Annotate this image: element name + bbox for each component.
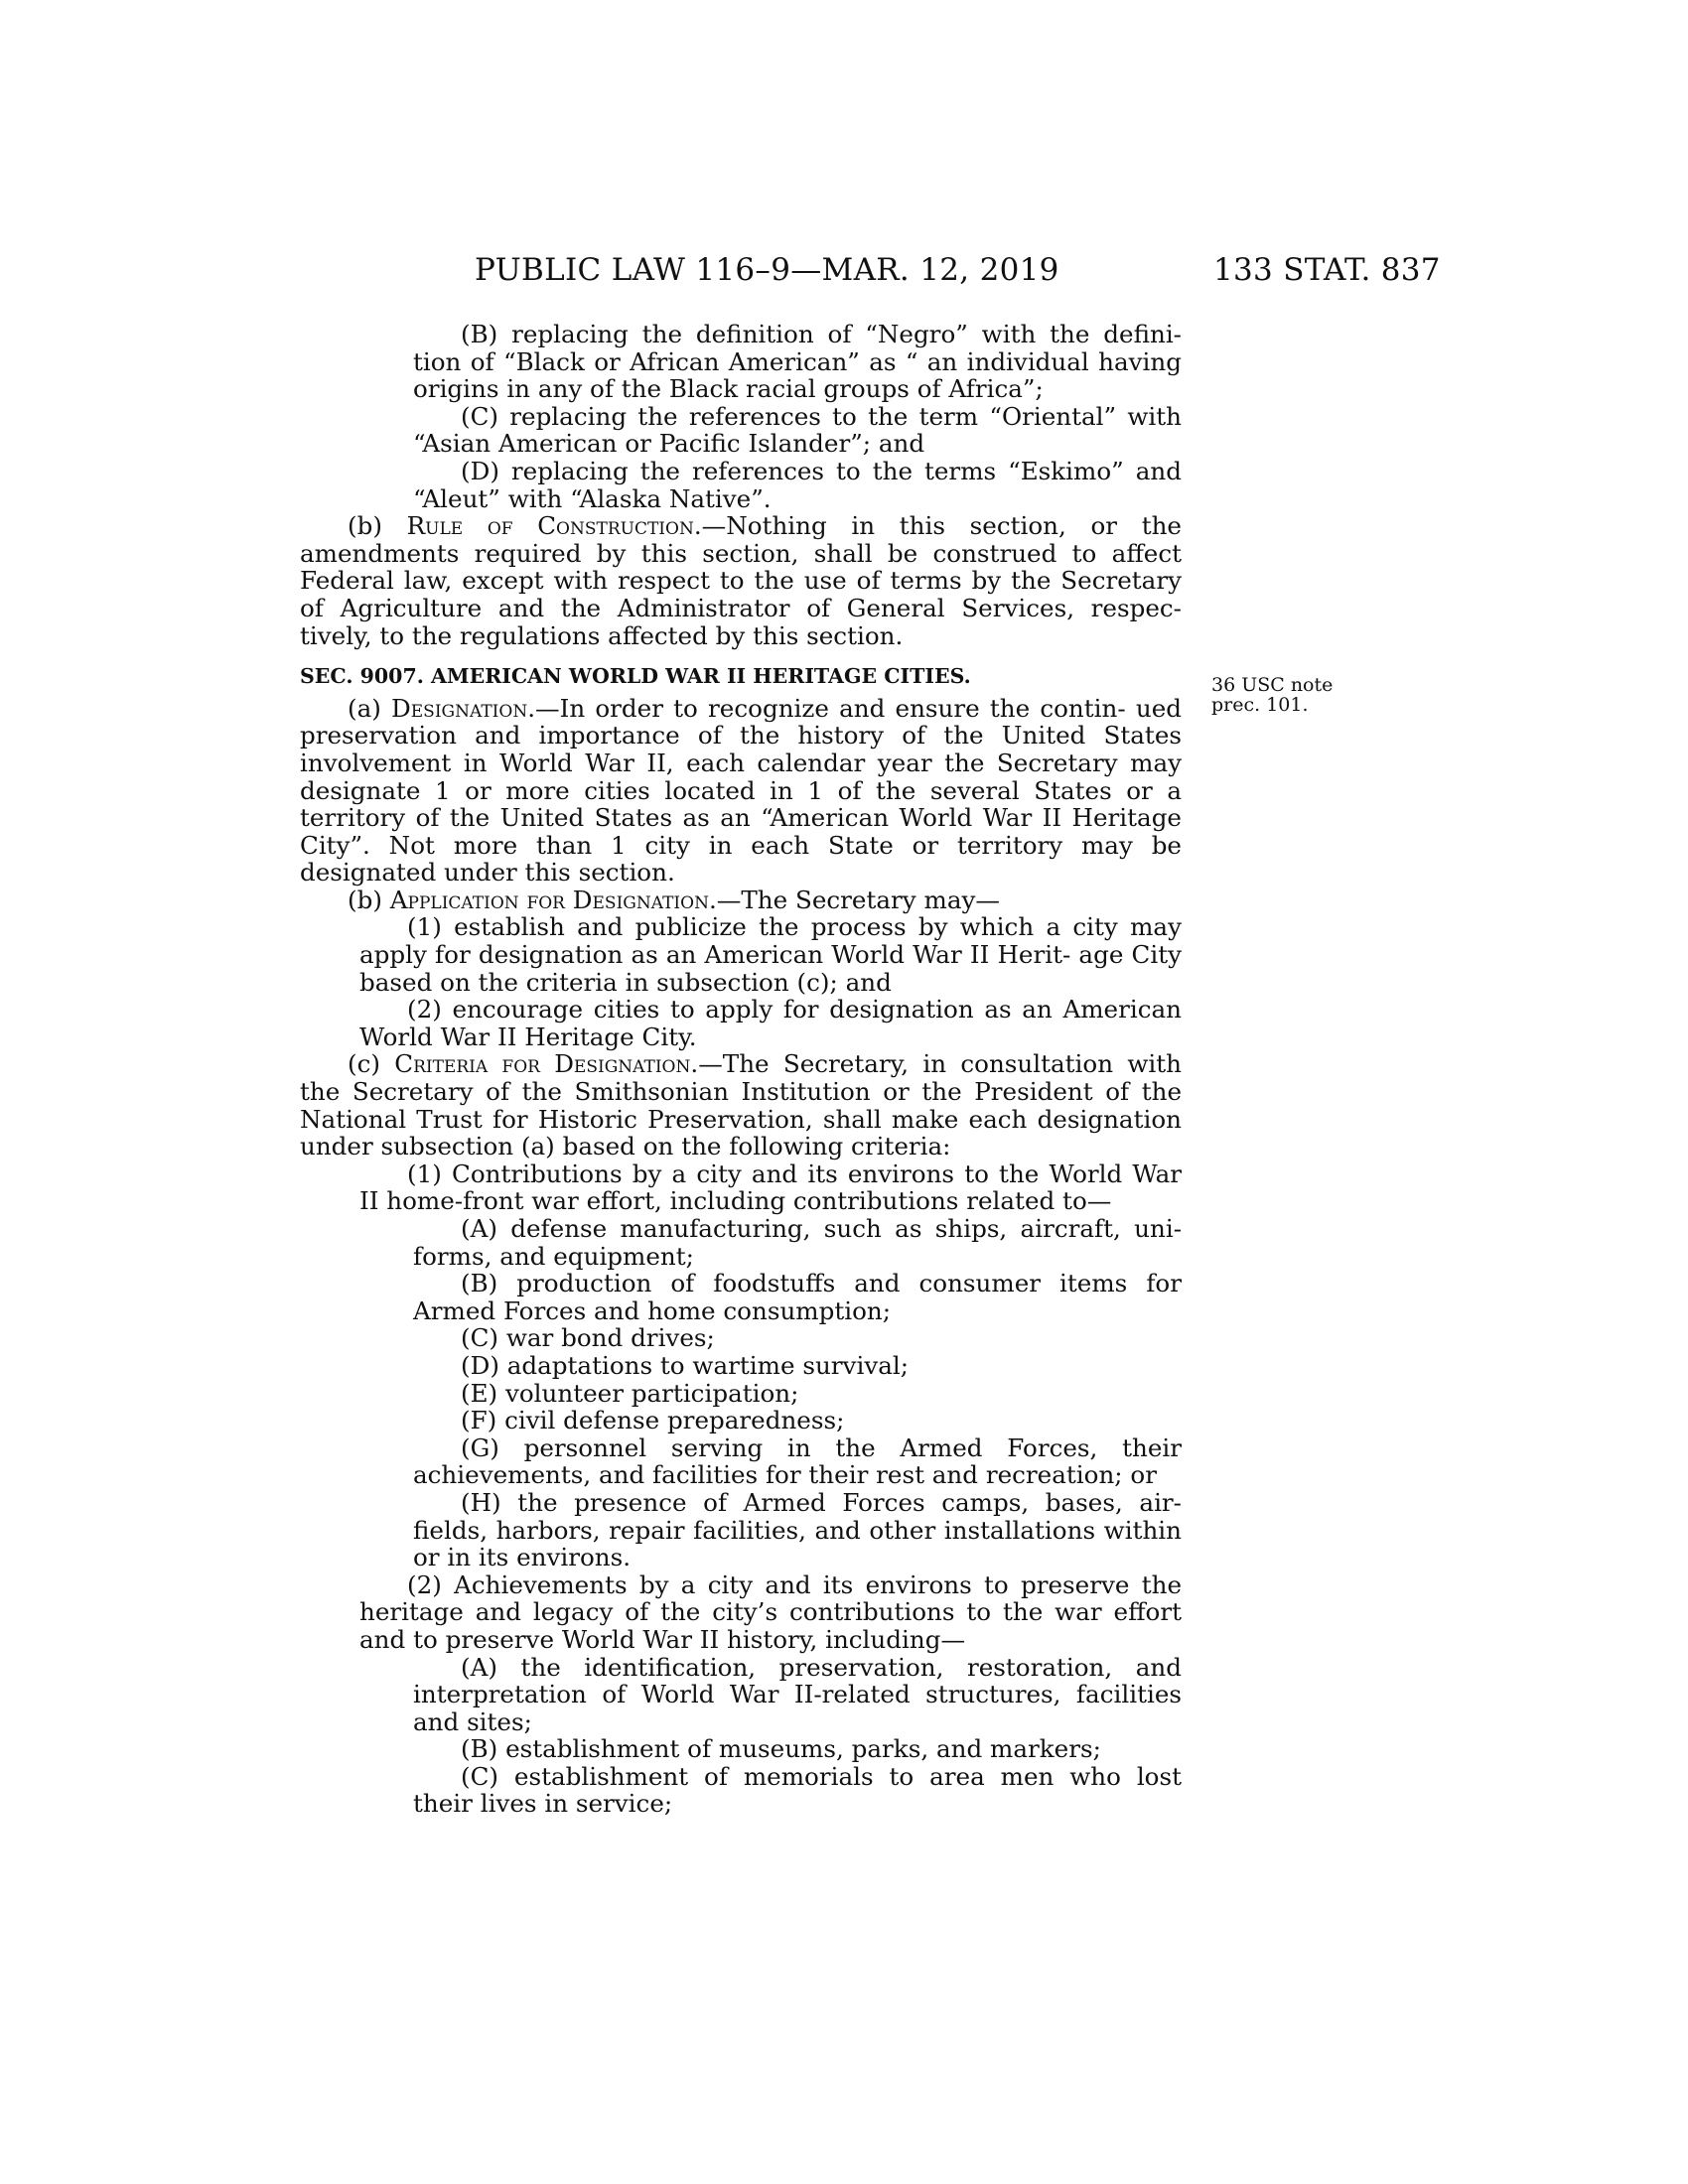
paragraph-text: —Nothing in this section, or the amendments required by this section, shall be construed to affect Federal law, except with respect to the use of terms by the Secretary of Agriculture and the Administrator of General Services, respec- tively, to the regulations affected by this section. [300,511,1182,650]
paragraph-f-civil-defense: (F) civil defense preparedness; [461,1406,845,1435]
paragraph-c-oriental: (C) replacing the references to the term “Oriental” with “Asian American or Pacific Islander”; and [413,401,1182,459]
paragraph-e-volunteer: (E) volunteer participation; [461,1378,799,1408]
paragraph-b-negro: (B) replacing the definition of “Negro” with the defini- tion of “Black or African American” as “ an individual having origins in any of the Black racial groups of Africa”; [413,320,1182,404]
paragraph-h-presence: (H) the presence of Armed Forces camps, bases, air- fields, harbors, repair facilities, and other installations within or in its environs. [413,1487,1182,1572]
paragraph-label: (b) [348,511,407,541]
page-stat-number: 133 STAT. 837 [1213,252,1441,288]
paragraph-a-defense: (A) defense manufacturing, such as ships, aircraft, uni- forms, and equipment; [413,1214,1182,1271]
paragraph-label: (a) [348,693,392,723]
paragraph-b-museums: (B) establishment of museums, parks, and markers; [461,1734,1101,1764]
paragraph-b-production: (B) production of foodstuffs and consumer items for Armed Forces and home consumption; [413,1269,1182,1325]
paragraph-text: —The Secretary may— [716,885,1000,914]
paragraph-c-war-bond: (C) war bond drives; [461,1323,715,1353]
paragraph-heading: Designation. [391,693,536,723]
paragraph-a-identification: (A) the identification, preservation, restoration, and interpretation of World War II-related structures, facilities and sites; [413,1652,1182,1736]
paragraph-2-encourage: (2) encourage cities to apply for designation as an American World War II Heritage City. [359,995,1182,1051]
paragraph-g-personnel: (G) personnel serving in the Armed Forces, their achievements, and facilities for their rest and recreation; or [413,1433,1182,1490]
paragraph-d-adaptations: (D) adaptations to wartime survival; [461,1350,910,1380]
paragraph-text: —The Secretary, in consultation with the Secretary of the Smithsonian Institution or the President of the National Trust for Historic Preservation, shall make each designation under subsection (a) based on the following criteria: [300,1049,1182,1161]
paragraph-application [300,887,1182,914]
running-header-title: PUBLIC LAW 116–9—MAR. 12, 2019 [475,252,1059,288]
paragraph-1-contributions: (1) Contributions by a city and its environs to the World War II home-front war effort, including contributions related to— [359,1159,1182,1216]
paragraph-label: (c) [348,1049,395,1079]
paragraph-heading: Criteria for Designation. [394,1049,699,1079]
paragraph-1-establish: (1) establish and publicize the process by which a city may apply for designation as an American World War II Herit- age City based on the criteria in subsection (c); and [359,912,1182,997]
section-heading: SEC. 9007. AMERICAN WORLD WAR II HERITAGE CITIES. [300,664,971,689]
paragraph-designation [300,695,1182,887]
paragraph-criteria [300,1050,1182,1160]
paragraph-heading: Rule of Construction. [406,511,702,541]
margin-citation-note [1211,675,1370,715]
paragraph-2-achievements: (2) Achievements by a city and its environs to preserve the heritage and legacy of the city’s contributions to the war effort and to preserve World War II history, including— [359,1570,1182,1654]
paragraph-d-eskimo: (D) replacing the references to the terms “Eskimo” and “Aleut” with “Alaska Native”. [413,456,1182,513]
paragraph-text: —In order to recognize and ensure the contin- ued preservation and importance of the history of the United States involvement in World War II, each calendar year the Secretary may designate 1 or more cities located in 1 of the several States or a territory of the United States as an “American World War II Heritage City”. Not more than 1 city in each State or territory may be designated under this section. [300,693,1182,887]
paragraph-rule-of-construction [300,512,1182,649]
paragraph-label: (b) [348,885,390,914]
paragraph-c-memorials: (C) establishment of memorials to area men who lost their lives in service; [413,1761,1182,1819]
margin-note-line: prec. 101. [1211,694,1309,716]
margin-note-line: 36 USC note [1211,674,1334,696]
paragraph-heading: Application for Designation. [389,885,717,914]
document-body [300,321,1182,1818]
